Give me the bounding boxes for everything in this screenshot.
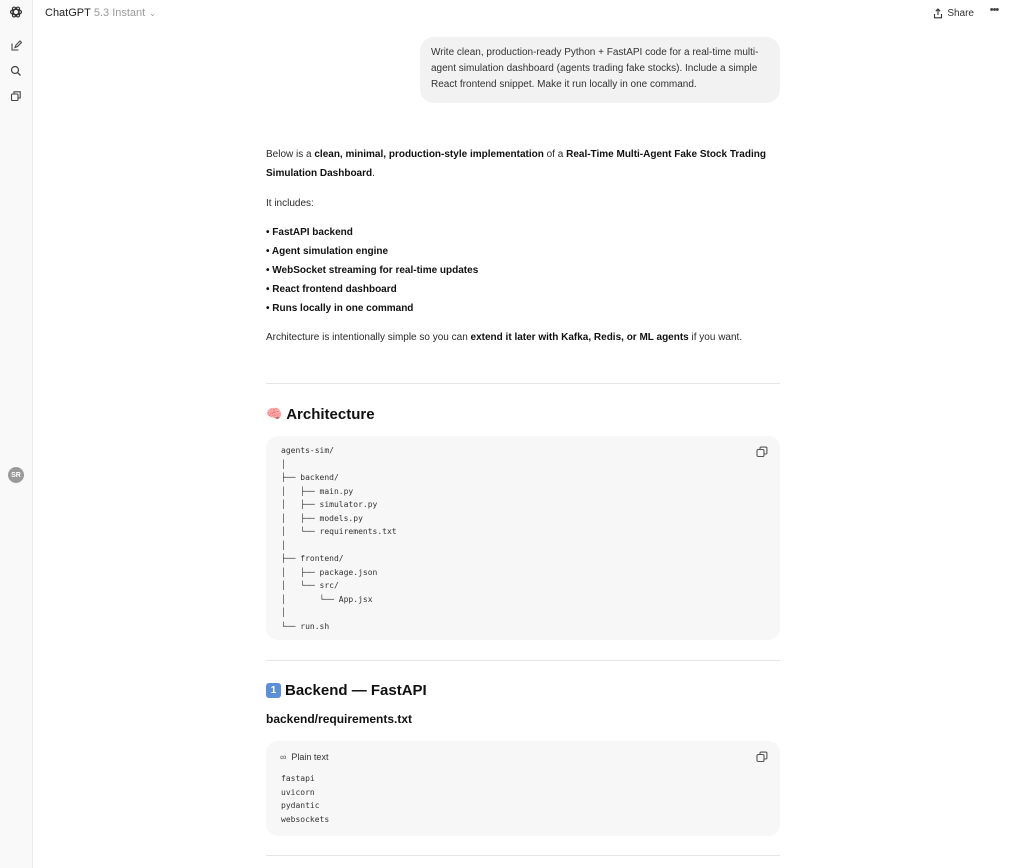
code-block-tree — [266, 436, 780, 640]
intro-bold-2: Real-Time Multi-Agent Fake Stock Trading Simulation Dashboard — [266, 149, 766, 179]
top-bar — [32, 0, 1012, 26]
intro-bold-1: clean, minimal, production-style implementation — [314, 149, 544, 160]
intro-text-start: Below is a — [266, 149, 315, 160]
openai-logo-icon[interactable] — [8, 4, 24, 20]
intro-text-mid: of a — [543, 149, 567, 160]
copy-icon[interactable] — [756, 751, 768, 763]
code-block-requirements — [266, 741, 780, 836]
model-name: ChatGPT — [45, 7, 91, 19]
arch-bold: extend it later with Kafka, Redis, or ML agents — [470, 332, 689, 343]
number-badge: 1 — [266, 683, 281, 698]
chevron-down-icon: ⌄ — [149, 8, 156, 18]
file-heading: backend/requirements.txt — [266, 712, 413, 726]
openai-logo-glyph — [9, 5, 23, 19]
architecture-paragraph — [266, 328, 780, 347]
assistant-intro-paragraph — [266, 145, 780, 183]
model-picker[interactable] — [45, 5, 156, 21]
share-icon — [933, 8, 943, 19]
search-glyph — [10, 65, 22, 77]
code-language-name: Plain text — [291, 752, 329, 762]
library-glyph — [10, 90, 22, 102]
divider — [266, 660, 780, 661]
section-heading-backend — [266, 679, 427, 701]
section-heading-architecture — [266, 403, 375, 425]
intro-text-end: . — [372, 168, 375, 179]
search-icon[interactable] — [8, 63, 24, 79]
new-chat-icon[interactable] — [8, 38, 24, 54]
user-avatar[interactable]: SR — [8, 467, 24, 483]
section-title: Backend — FastAPI — [285, 681, 427, 699]
user-message-bubble: Write clean, production-ready Python + FastAPI code for a real-time multi-agent simulation dashboard (agents trading fake stocks). Include a simple React frontend snippet. Make it run locally in one command. — [420, 37, 780, 103]
list-item: • WebSocket streaming for real-time updates — [266, 265, 479, 276]
section-title: Architecture — [286, 405, 375, 423]
arch-text-start: Architecture is intentionally simple so you can — [266, 332, 471, 343]
library-icon[interactable] — [8, 88, 24, 104]
model-version: 5.3 Instant — [93, 7, 146, 19]
code-content[interactable]: fastapi uvicorn pydantic websockets — [281, 774, 330, 824]
feature-list — [266, 223, 780, 318]
list-item: • React frontend dashboard — [266, 284, 397, 295]
new-chat-glyph — [10, 40, 22, 52]
code-link-icon: ∞ — [280, 752, 287, 762]
divider — [266, 383, 780, 384]
list-item: • Runs locally in one command — [266, 303, 414, 314]
left-sidebar-rail — [0, 0, 33, 868]
list-item: • FastAPI backend — [266, 227, 353, 238]
code-language-label — [280, 752, 328, 762]
code-content[interactable]: agents-sim/ │ ├── backend/ │ ├── main.py │ ├── simulator.py │ ├── models.py │ └── requirements.txt │ ├── frontend/ │ ├── package.json │ └── src/ │ └── App.jsx │ └── run.sh — [281, 446, 397, 631]
copy-icon[interactable] — [756, 446, 768, 458]
share-button[interactable] — [933, 5, 974, 21]
includes-label: It includes: — [266, 198, 314, 209]
list-item: • Agent simulation engine — [266, 246, 389, 257]
divider — [266, 855, 780, 856]
brain-emoji-icon: 🧠 — [266, 406, 283, 421]
arch-text-end: if you want. — [688, 332, 743, 343]
more-options-icon[interactable]: ••• — [989, 4, 999, 16]
share-label: Share — [947, 7, 974, 19]
